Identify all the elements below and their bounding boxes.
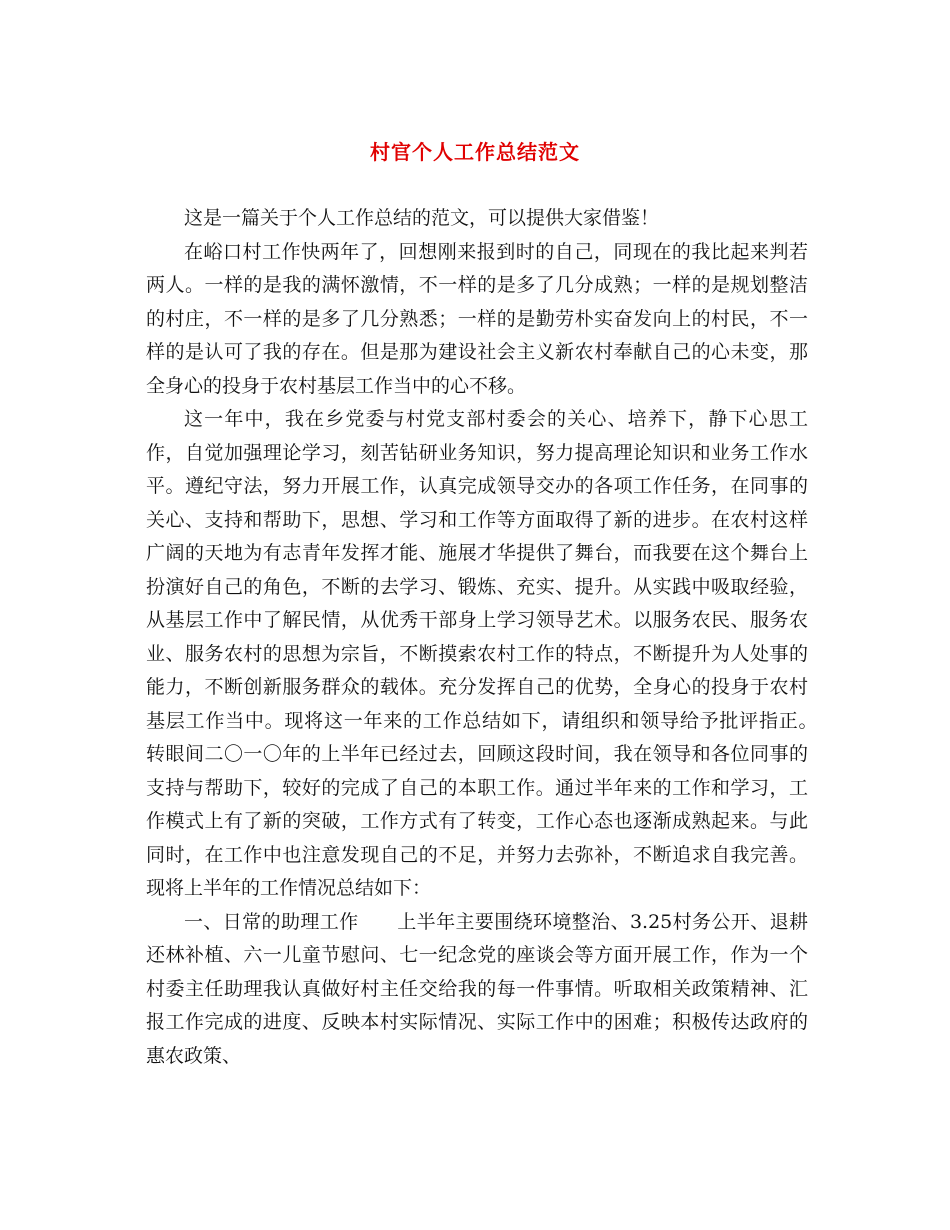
document-body	[146, 202, 847, 1073]
paragraph-daily-work: 一、日常的助理工作 上半年主要围绕环境整治、3.25村务公开、退耕还林补植、六一儿童节慰问、七一纪念党的座谈会等方面开展工作，作为一个村委主任助理我认真做好村主任交给我的每一件事情。听取相关政策精神、汇报工作完成的进度、反映本村实际情况、实际工作中的困难；积极传达政府的惠农政策、	[146, 910, 808, 1067]
paragraph-reflection: 在峪口村工作快两年了，回想刚来报到时的自己，同现在的我比起来判若两人。一样的是我的满怀激情，不一样的是多了几分成熟；一样的是规划整洁的村庄，不一样的是多了几分熟悉；一样的是勤劳朴实奋发向上的村民，不一样的是认可了我的存在。但是那为建设社会主义新农村奉献自己的心未变，那全身心的投身于农村基层工作当中的心不移。	[146, 240, 808, 397]
paragraph-intro: 这是一篇关于个人工作总结的范文，可以提供大家借鉴！	[184, 207, 660, 229]
paragraph-year-summary: 这一年中，我在乡党委与村党支部村委会的关心、培养下，静下心思工作，自觉加强理论学习，刻苦钻研业务知识，努力提高理论知识和业务工作水平。遵纪守法，努力开展工作，认真完成领导交办的各项工作任务，在同事的关心、支持和帮助下，思想、学习和工作等方面取得了新的进步。在农村这样广阔的天地为有志青年发挥才能、施展才华提供了舞台，而我要在这个舞台上扮演好自己的角色，不断的去学习、锻炼、充实、提升。从实践中吸取经验，从基层工作中了解民情，从优秀干部身上学习领导艺术。以服务农民、服务农业、服务农村的思想为宗旨，不断摸索农村工作的特点，不断提升为人处事的能力，不断创新服务群众的载体。充分发挥自己的优势，全身心的投身于农村基层工作当中。现将这一年来的工作总结如下，请组织和领导给予批评指正。 转眼间二〇一〇年的上半年已经过去，回顾这段时间，我在领导和各位同事的支持与帮助下，较好的完成了自己的本职工作。通过半年来的工作和学习，工作模式上有了新的突破，工作方式有了转变，工作心态也逐渐成熟起来。与此同时，在工作中也注意发现自己的不足，并努力去弥补，不断追求自我完善。现将上半年的工作情况总结如下：	[146, 408, 847, 899]
document-title: 村官个人工作总结范文	[370, 140, 580, 164]
